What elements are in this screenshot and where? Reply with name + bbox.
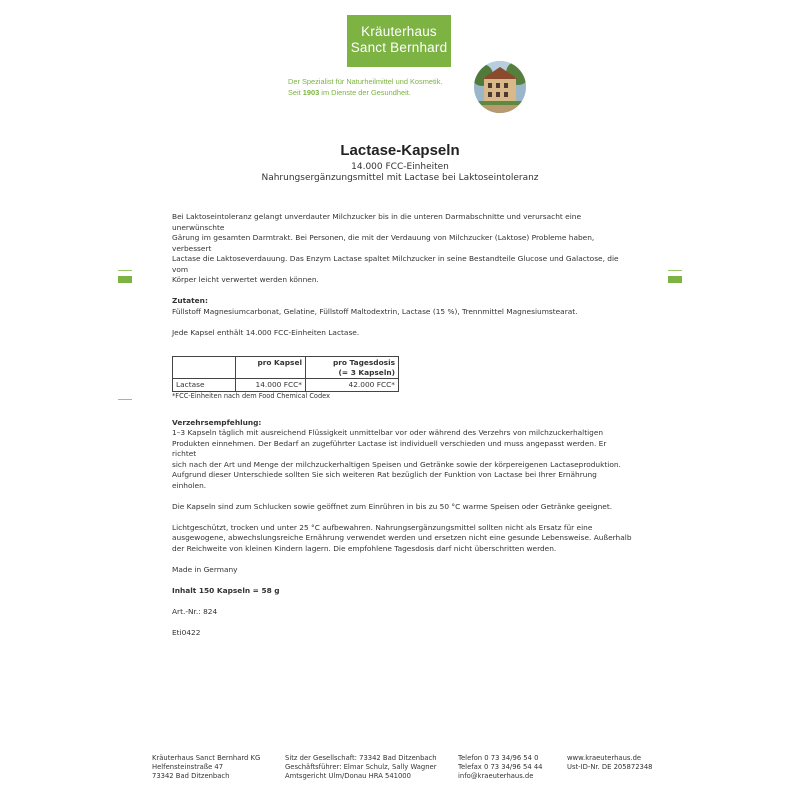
product-title: Lactase-Kapseln — [340, 142, 460, 159]
capsule-note: Jede Kapsel enthält 14.000 FCC-Einheiten Lactase. — [172, 327, 360, 337]
made-in: Made in Germany — [172, 564, 238, 574]
usage-line-4: Aufgrund dieser Unterschiede sollten Sie sich weiteren Rat bezüglich der Funktion von Lactase bei Ihrer Ernährung einholen. — [172, 470, 597, 490]
tagline-year: 1903 — [302, 88, 320, 97]
fold-mark-right-top — [668, 270, 682, 271]
tagline-line-1: Der Spezialist für Naturheilmittel und Kosmetik. — [288, 77, 443, 86]
ingredients-heading: Zutaten: — [172, 296, 208, 305]
table-header-row — [173, 357, 399, 379]
tagline-line-2-post: im Dienste der Gesundheit. — [319, 88, 411, 97]
article-number: Art.-Nr.: 824 — [172, 606, 218, 616]
usage-heading: Verzehrsempfehlung: — [172, 417, 262, 427]
tagline-line-2-pre: Seit — [288, 88, 303, 97]
product-header — [0, 142, 800, 183]
footer-company-city: 73342 Bad Ditzenbach — [152, 772, 230, 781]
footer-legal-management: Geschäftsführer: Elmar Schulz, Sally Wagner — [285, 763, 437, 772]
table-row-label: Lactase — [173, 379, 236, 392]
table-row — [173, 379, 399, 392]
usage-line-2: Produkten einnehmen. Der Bedarf an zugeführter Lactase ist individuell verschieden und muss angepasst werden. Er richtet — [172, 438, 607, 458]
intro-line-2: Gärung im gesamten Darmtrakt. Bei Personen, die mit der Verdauung von Milchzucker (Laktose) Probleme haben, verbessert — [172, 233, 595, 253]
table-header-per-dose-l1: pro Tagesdosis — [332, 358, 395, 367]
footer-email: info@kraeuterhaus.de — [458, 772, 534, 781]
footer-website: www.kraeuterhaus.de — [567, 754, 642, 762]
product-subtitle-1: 14.000 FCC-Einheiten — [351, 162, 449, 172]
intro-line-1: Bei Laktoseintoleranz gelangt unverdauter Milchzucker bis in die unteren Darmabschnitte und verursacht eine unerwünschte — [172, 212, 581, 232]
footer-legal — [285, 754, 437, 782]
intro-line-4: Körper leicht verwertet werden können. — [172, 275, 319, 284]
logo-line-1: Kräuterhaus — [361, 24, 437, 39]
tagline — [288, 76, 473, 98]
intro-line-3: Lactase die Laktoseverdauung. Das Enzym Lactase spaltet Milchzucker in seine Bestandteile Glucose und Galactose, die vom — [172, 254, 619, 274]
fold-mark-left — [118, 276, 132, 283]
table-row-value-capsule: 14.000 FCC* — [236, 379, 306, 392]
storage-line-2: ausgewogene, abwechslungsreiche Ernährung verwendet werden und ersetzen nicht eine gesunde Lebensweise. Außerhalb — [172, 533, 632, 542]
footer-fax: Telefax 0 73 34/96 54 44 — [458, 763, 543, 772]
footer-web — [567, 754, 653, 772]
usage-line-1: 1–3 Kapseln täglich mit ausreichend Flüssigkeit unmittelbar vor oder während des Verzehrs von milchzuckerhaltigen — [172, 428, 604, 437]
usage-line-3: sich nach der Art und Menge der milchzuckerhaltigen Speisen und Getränke sowie der körpereigenen Lactaseproduktion. — [172, 459, 621, 469]
table-header-per-capsule: pro Kapsel — [236, 357, 306, 379]
footer-legal-seat: Sitz der Gesellschaft: 73342 Bad Ditzenbach — [285, 754, 437, 762]
ingredients-text: Füllstoff Magnesiumcarbonat, Gelatine, Füllstoff Maltodextrin, Lactase (15 %), Trennmittel Magnesiumstearat. — [172, 306, 578, 316]
storage-line-1: Lichtgeschützt, trocken und unter 25 °C aufbewahren. Nahrungsergänzungsmittel sollten nicht als Ersatz für eine — [172, 522, 593, 532]
footer-phone: Telefon 0 73 34/96 54 0 — [458, 754, 539, 762]
table-row-value-dose: 42.000 FCC* — [306, 379, 399, 392]
swallow-note: Die Kapseln sind zum Schlucken sowie geöffnet zum Einrühren in bis zu 50 °C warme Speisen oder Getränke geeignet. — [172, 501, 613, 511]
fold-mark-left-bottom — [118, 399, 132, 400]
storage-line-3: der Reichweite von kleinen Kindern lagern. Die empfohlene Tagesdosis darf nicht überschritten werden. — [172, 543, 557, 553]
building-photo — [474, 61, 526, 113]
table-header-empty — [173, 357, 236, 379]
product-subtitle-2: Nahrungsergänzungsmittel mit Lactase bei Laktoseintoleranz — [261, 173, 539, 183]
footer-company-name: Kräuterhaus Sanct Bernhard KG — [152, 754, 261, 762]
product-description — [172, 212, 632, 638]
table-footnote: *FCC-Einheiten nach dem Food Chemical Codex — [172, 391, 330, 400]
eti-code: Eti0422 — [172, 627, 201, 637]
content-amount: Inhalt 150 Kapseln = 58 g — [172, 585, 280, 595]
fold-mark-left-top — [118, 270, 132, 271]
logo-line-2: Sanct Bernhard — [350, 40, 448, 55]
table-header-per-dose — [306, 357, 399, 379]
nutrition-table — [172, 356, 399, 392]
footer-company-street: Helfensteinstraße 47 — [152, 763, 224, 772]
footer-legal-court: Amtsgericht Ulm/Donau HRA 541000 — [285, 772, 411, 781]
footer-vat-id: Ust-ID-Nr. DE 205872348 — [567, 763, 653, 772]
footer-contact — [458, 754, 543, 782]
fold-mark-right — [668, 276, 682, 283]
footer-company — [152, 754, 260, 782]
brand-logo — [347, 15, 451, 67]
table-header-per-dose-l2: (= 3 Kapseln) — [338, 367, 395, 377]
